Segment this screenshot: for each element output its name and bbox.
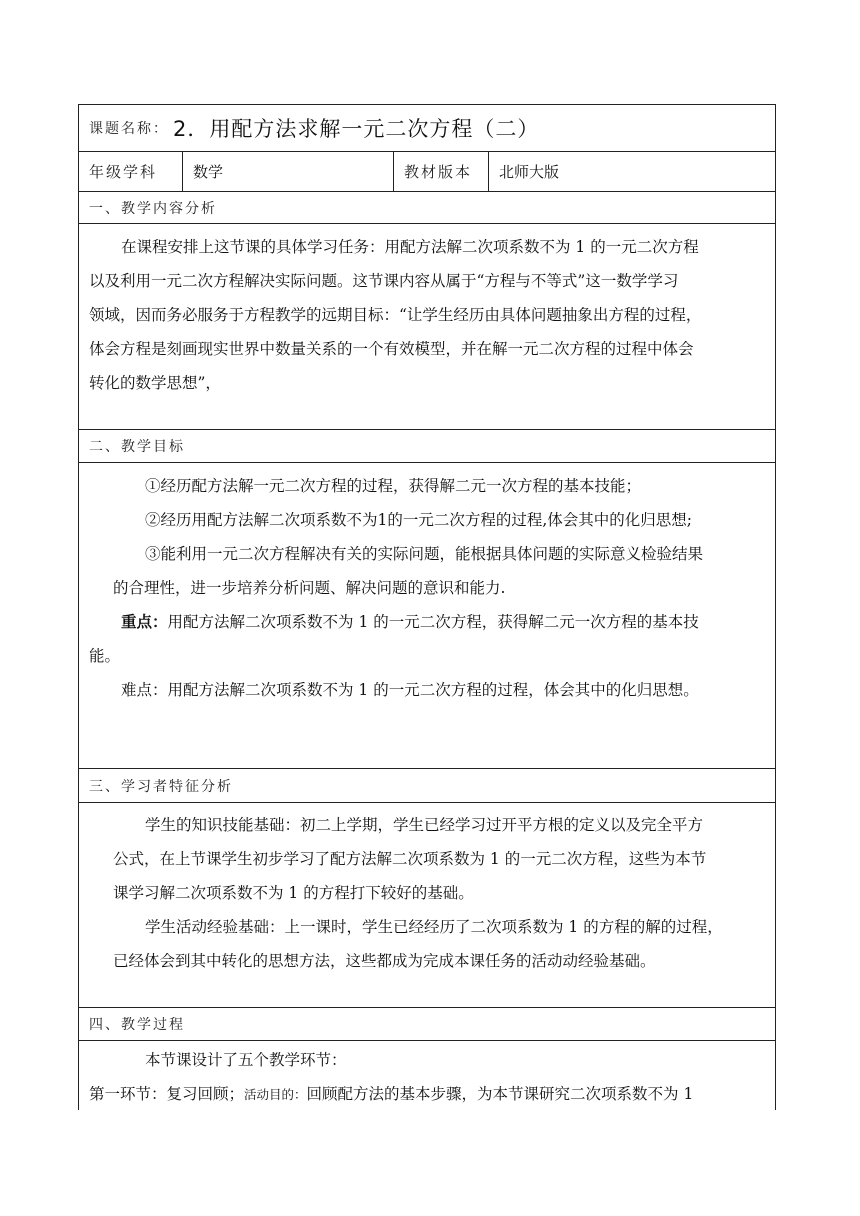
section-heading-text: 四、教学过程 xyxy=(89,1017,185,1033)
key-point-label: 重点： xyxy=(121,612,168,631)
goal-item: ③能利用一元二次方程解决有关的实际问题，能根据具体问题的实际意义检验结果 xyxy=(145,545,704,563)
section-content-analysis-heading xyxy=(79,192,775,224)
lesson-title: 2．用配方法求解一元二次方程（二） xyxy=(173,117,540,141)
edition-value: 北师大版 xyxy=(499,163,560,181)
section-teaching-process-body xyxy=(79,1041,775,1110)
goal-item: ②经历用配方法解二次项系数不为1的一元二次方程的过程,体会其中的化归思想; xyxy=(145,511,693,529)
key-point-continuation: 能。 xyxy=(89,647,121,665)
learner-analysis-paragraph xyxy=(89,808,765,978)
teaching-process-paragraph xyxy=(89,1043,765,1110)
key-point xyxy=(89,605,765,639)
goal-item: ①经历配方法解一元二次方程的过程，获得解二元一次方程的基本技能； xyxy=(145,477,642,495)
difficulty-point: 难点：用配方法解二次项系数不为 1 的一元二次方程的过程，体会其中的化归思想。 xyxy=(121,681,699,699)
section-learner-analysis-body xyxy=(79,803,775,1008)
section-heading-text: 二、教学目标 xyxy=(89,439,185,455)
step-title: 第一环节：复习回顾； xyxy=(89,1085,245,1103)
grade-subject-value: 数学 xyxy=(183,152,394,191)
edition-label: 教材版本 xyxy=(394,152,489,191)
text-line: 转化的数学思想”， xyxy=(89,374,221,392)
text-line: 在课程安排上这节课的具体学习任务：用配方法解二次项系数不为 1 的一元二次方程 xyxy=(121,238,699,256)
step-line xyxy=(89,1077,765,1110)
text-line: 体会方程是刻画现实世界中数量关系的一个有效模型，并在解一元二次方程的过程中体会 xyxy=(89,340,694,358)
text-line: 公式，在上节课学生初步学习了配方法解二次项系数为 1 的一元二次方程，这些为本节 xyxy=(113,850,707,868)
info-row xyxy=(79,152,775,192)
text-line: 领域，因而务必服务于方程教学的远期目标：“让学生经历由具体问题抽象出方程的过程， xyxy=(89,306,702,324)
title-row xyxy=(79,105,775,152)
step-purpose-text: 回顾配方法的基本步骤，为本节课研究二次项系数不为 1 xyxy=(306,1085,694,1103)
section-learner-analysis-heading xyxy=(79,769,775,803)
section-objectives-heading xyxy=(79,430,775,463)
title-label: 课题名称： xyxy=(89,121,169,137)
text-line: 以及利用一元二次方程解决实际问题。这节课内容从属于“方程与不等式”这一数学学习 xyxy=(89,272,679,290)
objectives-paragraph xyxy=(89,469,765,707)
section-content-analysis-body xyxy=(79,224,775,430)
content-analysis-paragraph xyxy=(89,230,765,400)
key-point-text: 用配方法解二次项系数不为 1 的一元二次方程，获得解二元一次方程的基本技 xyxy=(167,613,699,631)
text-line: 学生活动经验基础：上一课时，学生已经经历了二次项系数为 1 的方程的解的过程， xyxy=(145,918,723,936)
lesson-plan-table xyxy=(78,104,776,1110)
section-objectives-body xyxy=(79,463,775,769)
section-heading-text: 一、教学内容分析 xyxy=(89,200,217,217)
text-line: 课学习解二次项系数不为 1 的方程打下较好的基础。 xyxy=(113,884,474,902)
step-purpose-label: 活动目的： xyxy=(244,1087,307,1102)
text-line: 学生的知识技能基础：初二上学期，学生已经学习过开平方根的定义以及完全平方 xyxy=(145,816,704,834)
text-line: 本节课设计了五个教学环节： xyxy=(145,1051,347,1069)
text-line: 已经体会到其中转化的思想方法，这些都成为完成本课任务的活动动经验基础。 xyxy=(113,952,656,970)
section-heading-text: 三、学习者特征分析 xyxy=(89,778,233,795)
section-teaching-process-heading xyxy=(79,1008,775,1041)
grade-subject-label: 年级学科 xyxy=(79,152,183,191)
goal-item-continuation: 的合理性，进一步培养分析问题、解决问题的意识和能力. xyxy=(113,579,506,597)
